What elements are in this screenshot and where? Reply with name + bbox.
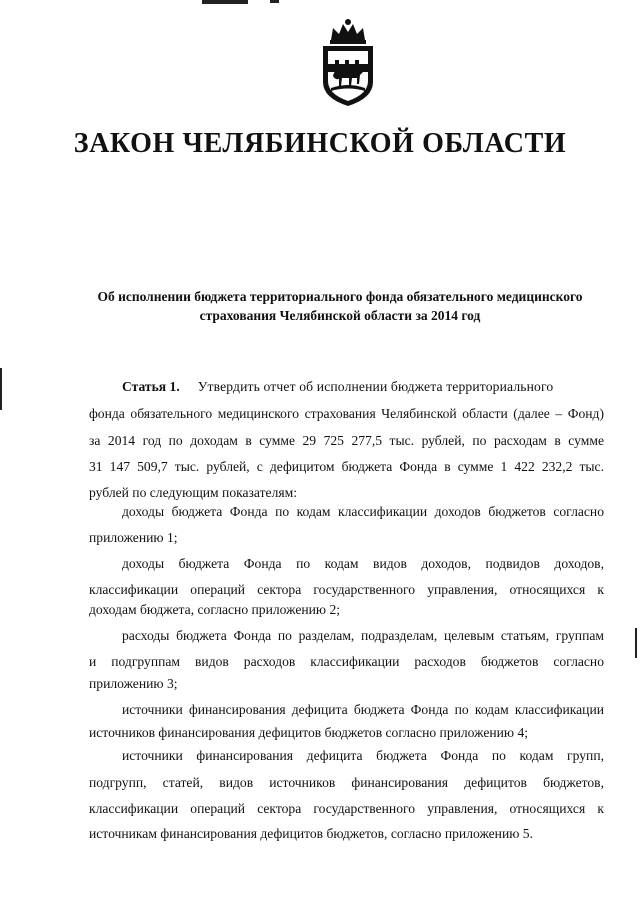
article-label: Статья 1. xyxy=(122,379,180,394)
list-item-first-line: доходы бюджета Фонда по кодам классификации доходов бюджетов согласно xyxy=(122,504,604,519)
list-item-first-line: доходы бюджета Фонда по кодам видов доходов, подвидов доходов, xyxy=(122,556,604,571)
list-item-line: источникам финансирования дефицитов бюджетов, согласно приложению 5. xyxy=(89,826,533,841)
list-item-line: источников финансирования дефицитов бюджетов согласно приложению 4; xyxy=(89,725,529,740)
article-text: Утвердить отчет об исполнении бюджета территориального xyxy=(197,379,554,394)
list-item-line: доходам бюджета, согласно приложению 2; xyxy=(89,602,341,617)
law-subtitle xyxy=(70,287,610,325)
list-item-line: подгрупп, статей, видов источников финансирования дефицитов бюджетов, xyxy=(89,775,604,790)
scan-artifact xyxy=(202,0,248,4)
article-1-heading-line xyxy=(122,378,604,396)
list-item-first-line: источники финансирования дефицита бюджета Фонда по кодам классификации xyxy=(122,702,604,717)
list-item-line: приложению 1; xyxy=(89,530,178,545)
list-item-line: классификации операций сектора государственного управления, относящихся к xyxy=(89,801,604,816)
page-title: ЗАКОН ЧЕЛЯБИНСКОЙ ОБЛАСТИ xyxy=(73,128,567,159)
subtitle-line: страхования Челябинской области за 2014 год xyxy=(199,308,481,323)
list-item-line: и подгруппам видов расходов классификации расходов бюджетов согласно xyxy=(89,654,604,669)
subtitle-line: Об исполнении бюджета территориального фонда обязательного медицинского xyxy=(97,289,583,304)
list-item-line: приложению 3; xyxy=(89,676,178,691)
list-item-first-line: источники финансирования дефицита бюджета Фонда по кодам групп, xyxy=(122,748,604,763)
article-text-line: 31 147 509,7 тыс. рублей, с дефицитом бюджета Фонда в сумме 1 422 232,2 тыс. xyxy=(89,459,604,474)
list-item-line: классификации операций сектора государственного управления, относящихся к xyxy=(89,582,604,597)
scan-artifact xyxy=(0,368,2,410)
chelyabinsk-coat-of-arms-icon xyxy=(317,16,379,110)
list-item-first-line: расходы бюджета Фонда по разделам, подразделам, целевым статьям, группам xyxy=(122,628,604,643)
scan-artifact xyxy=(270,0,279,3)
article-text-line: фонда обязательного медицинского страхования Челябинской области (далее – Фонд) xyxy=(89,406,604,421)
article-text-line: рублей по следующим показателям: xyxy=(89,485,298,500)
scan-artifact xyxy=(635,628,637,658)
article-text-line: за 2014 год по доходам в сумме 29 725 277,5 тыс. рублей, по расходам в сумме xyxy=(89,433,604,448)
